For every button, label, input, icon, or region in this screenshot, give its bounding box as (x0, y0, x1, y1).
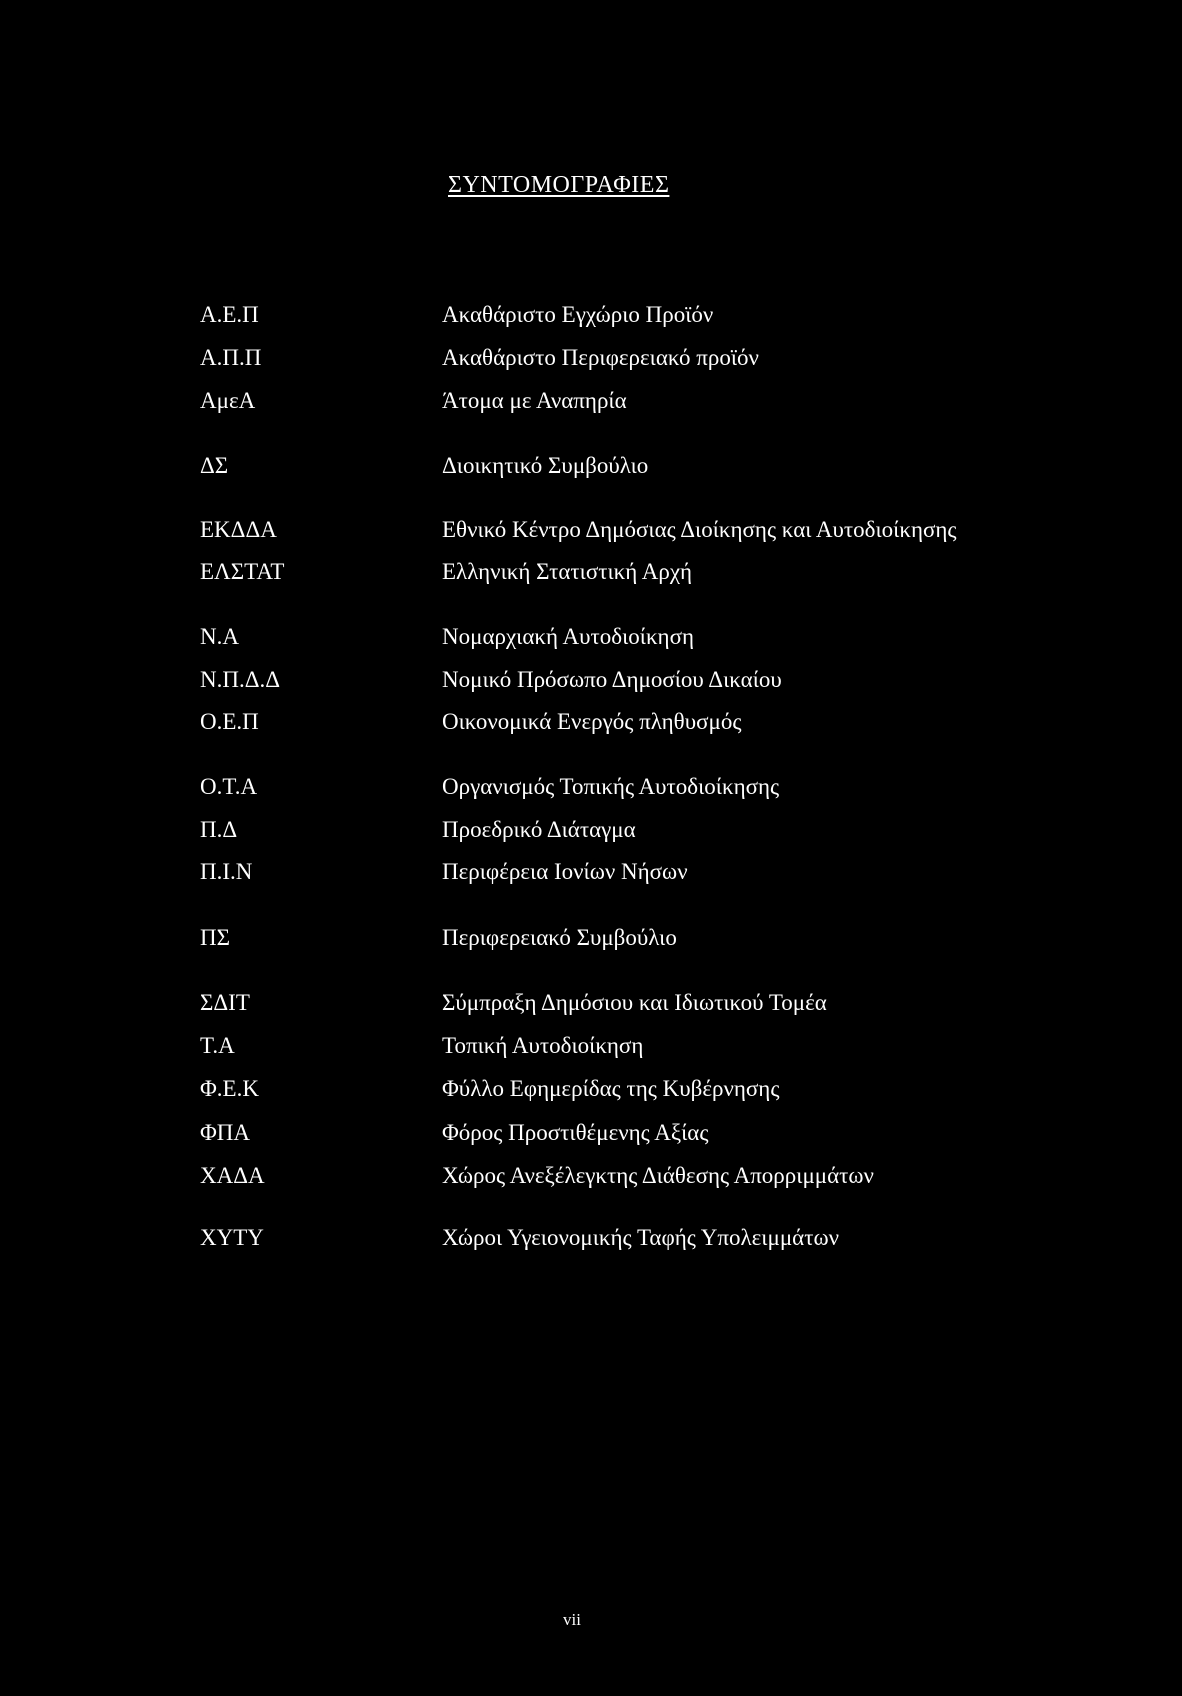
abbreviation: Α.Ε.Π (200, 302, 259, 327)
abbreviation: ΦΠΑ (200, 1120, 251, 1145)
definition: Διοικητικό Συμβούλιο (442, 453, 649, 478)
definition: Φόρος Προστιθέμενης Αξίας (442, 1120, 709, 1145)
abbreviation: ΔΣ (200, 453, 229, 478)
definition: Χώροι Υγειονομικής Ταφής Υπολειμμάτων (442, 1225, 839, 1250)
abbreviation: Π.Δ (200, 817, 238, 842)
definition: Ελληνική Στατιστική Αρχή (442, 559, 693, 584)
definition: Οικονομικά Ενεργός πληθυσμός (442, 709, 742, 734)
definition: Ακαθάριστο Εγχώριο Προϊόν (442, 302, 714, 327)
abbreviation: ΠΣ (200, 925, 230, 950)
definition: Άτομα με Αναπηρία (442, 388, 627, 413)
abbreviation: Π.Ι.Ν (200, 859, 253, 884)
abbreviation: Τ.Α (200, 1033, 235, 1058)
abbreviation: ΑμεΑ (200, 388, 256, 413)
abbreviation: ΕΛΣΤΑΤ (200, 559, 285, 584)
definition: Εθνικό Κέντρο Δημόσιας Διοίκησης και Αυτοδιοίκησης (442, 517, 957, 542)
definition: Τοπική Αυτοδιοίκηση (442, 1033, 644, 1058)
definition: Σύμπραξη Δημόσιου και Ιδιωτικού Τομέα (442, 990, 827, 1015)
abbreviation: ΕΚΔΔΑ (200, 517, 277, 542)
abbreviation: ΣΔΙΤ (200, 990, 250, 1015)
definition: Χώρος Ανεξέλεγκτης Διάθεσης Απορριμμάτων (442, 1163, 874, 1188)
page-number: vii (563, 1610, 581, 1629)
definition: Νομαρχιακή Αυτοδιοίκηση (442, 624, 695, 649)
definition: Νομικό Πρόσωπο Δημοσίου Δικαίου (442, 667, 782, 692)
abbreviation: Ν.Α (200, 624, 239, 649)
definition: Φύλλο Εφημερίδας της Κυβέρνησης (442, 1076, 780, 1101)
abbreviation: Ο.Ε.Π (200, 709, 259, 734)
abbreviation: ΧΥΤΥ (200, 1225, 264, 1250)
abbreviation: Ν.Π.Δ.Δ (200, 667, 281, 692)
definition: Οργανισμός Τοπικής Αυτοδιοίκησης (442, 774, 780, 799)
abbreviation: ΧΑΔΑ (200, 1163, 265, 1188)
abbreviation: Α.Π.Π (200, 345, 262, 370)
definition: Περιφέρεια Ιονίων Νήσων (442, 859, 688, 884)
page-title: ΣΥΝΤΟΜΟΓΡΑΦΙΕΣ (448, 172, 670, 198)
abbreviation: Φ.Ε.Κ (200, 1076, 259, 1101)
definition: Προεδρικό Διάταγμα (442, 817, 636, 842)
abbreviation: Ο.Τ.Α (200, 774, 258, 799)
definition: Ακαθάριστο Περιφερειακό προϊόν (442, 345, 759, 370)
definition: Περιφερειακό Συμβούλιο (442, 925, 677, 950)
